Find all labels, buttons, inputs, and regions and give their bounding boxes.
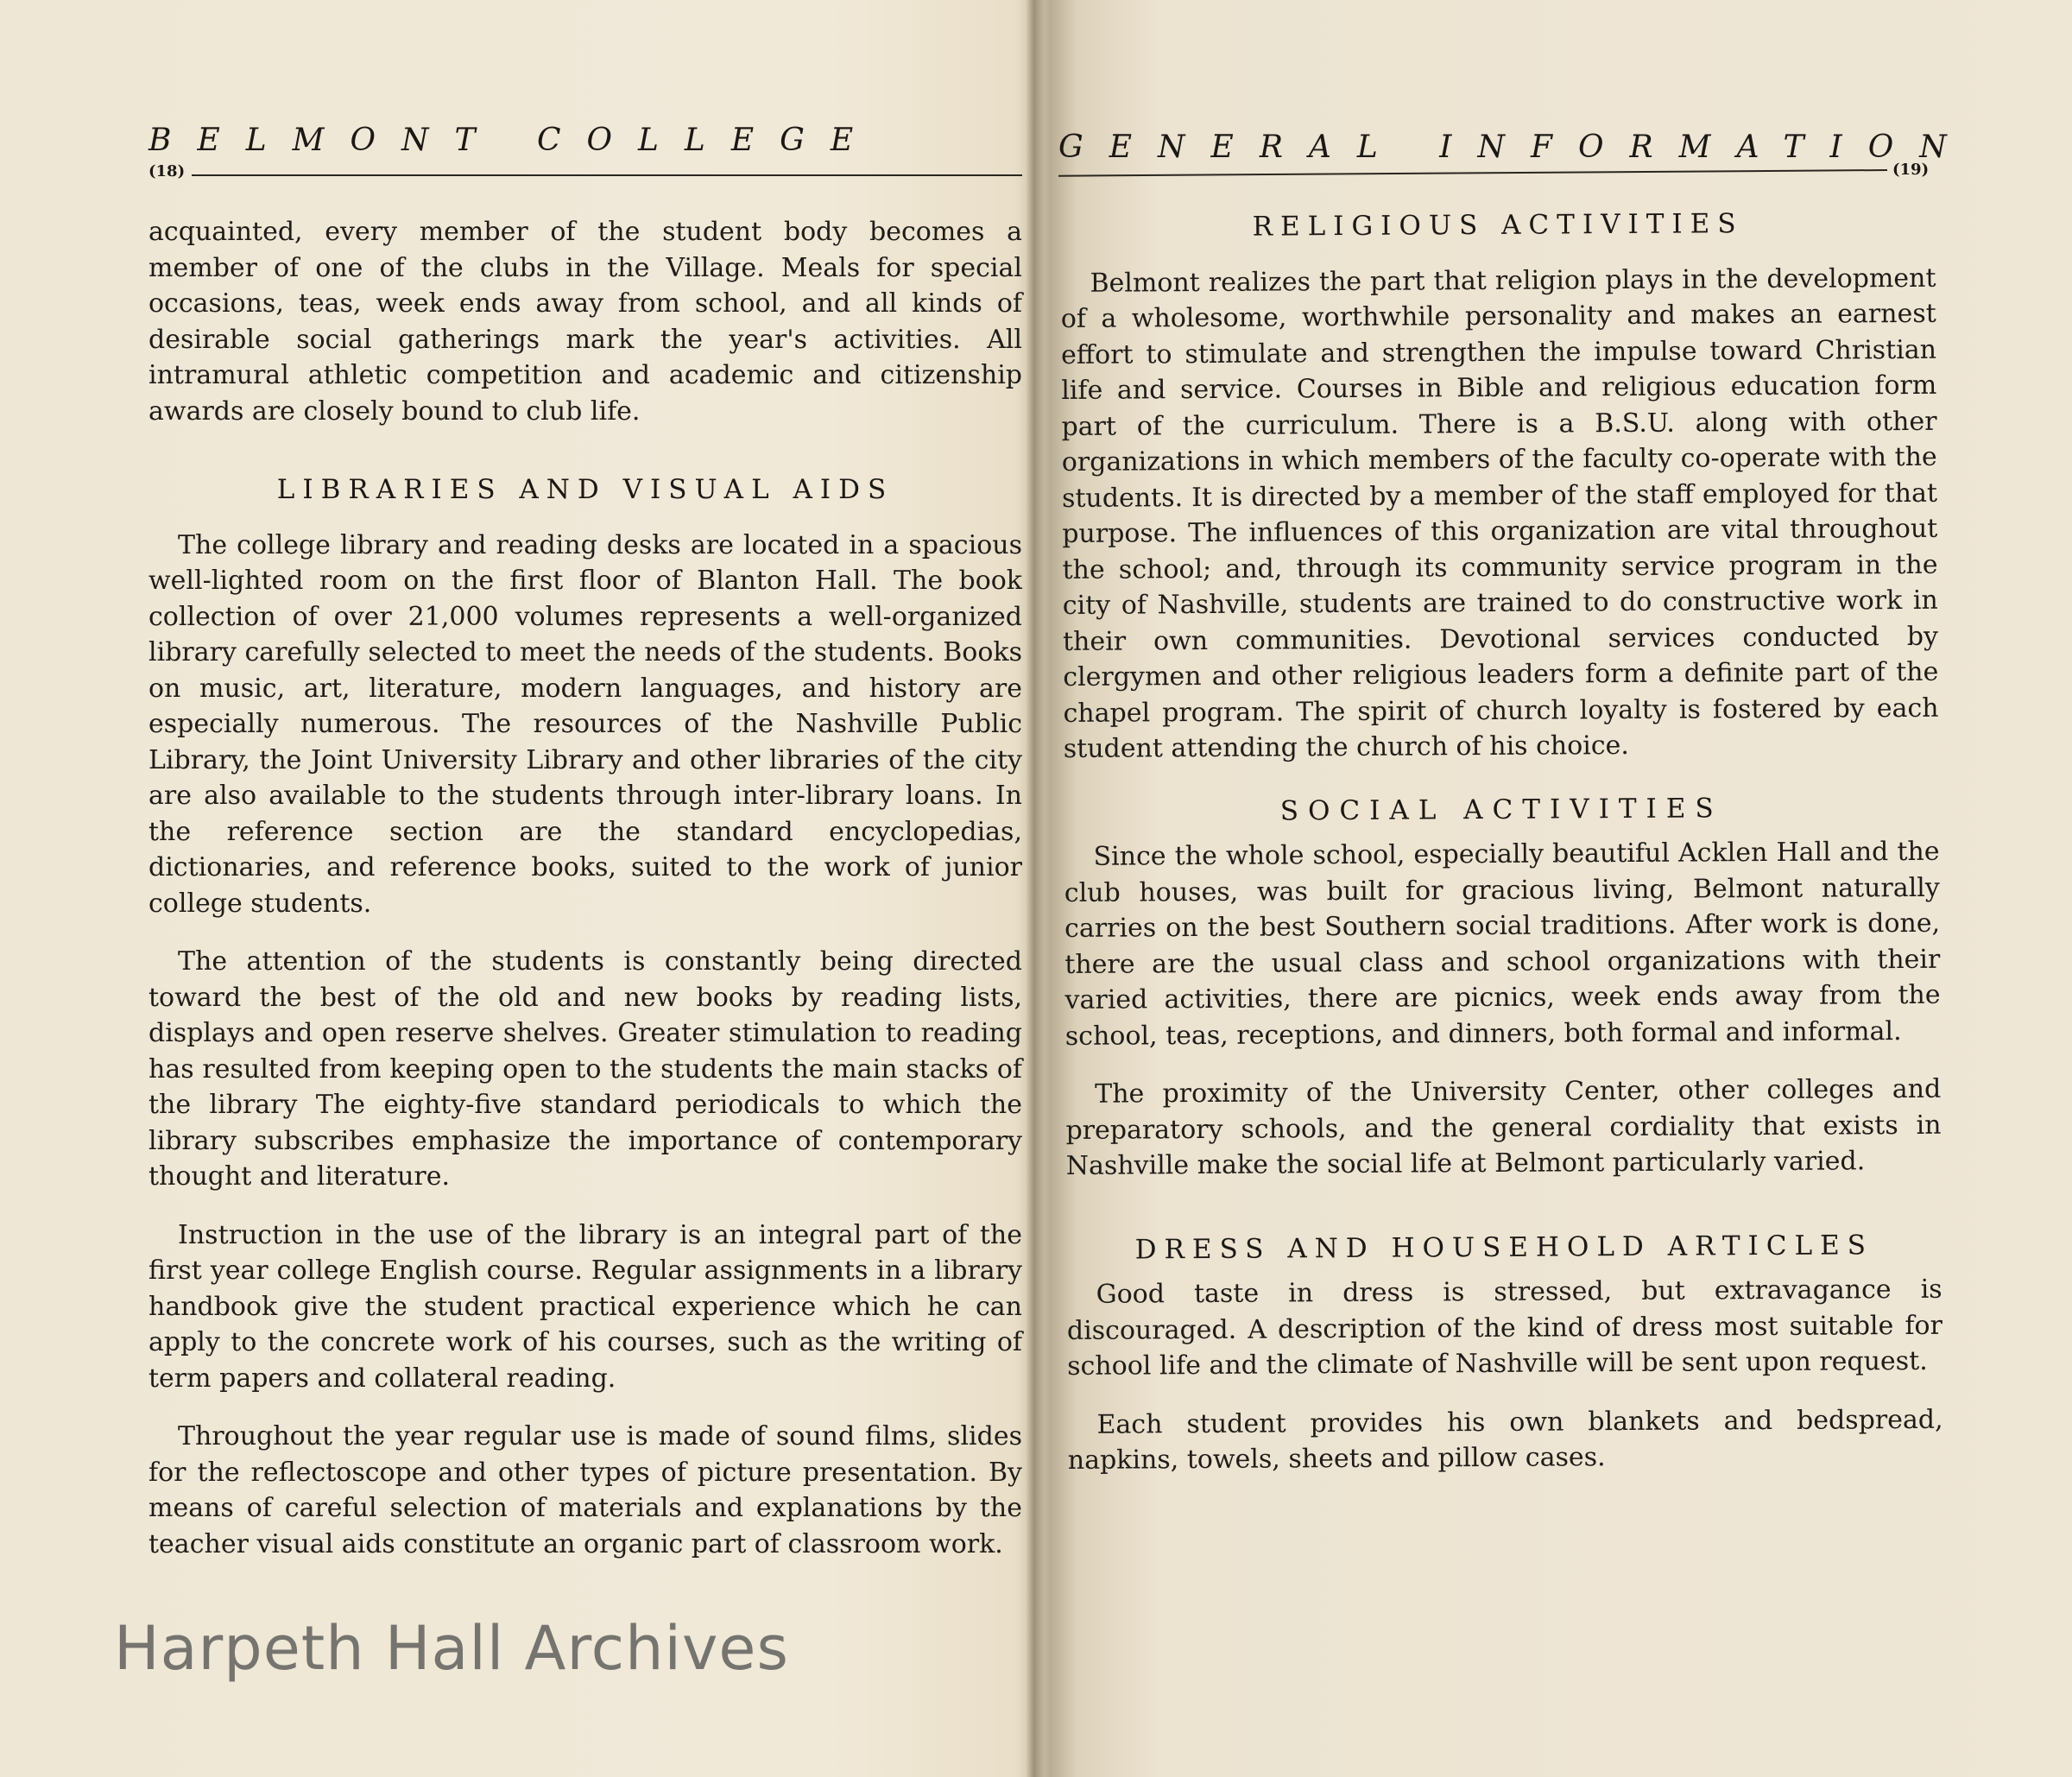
section-title-religious: RELIGIOUS ACTIVITIES	[1252, 208, 1744, 243]
paragraph: Throughout the year regular use is made of sound films, slides for the reflectoscope and other types of picture presentation. By means of careful selection of materials and explanations by the teacher visual aids constitute an organic part of classroom work.	[148, 1421, 1022, 1559]
left-page-text	[148, 214, 1022, 1562]
page-number: (19)	[1892, 161, 1930, 179]
section-title-libraries: LIBRARIES AND VISUAL AIDS	[276, 474, 894, 505]
continued-paragraph: acquainted, every member of the student body becomes a member of one of the clubs in the Village. Meals for special occasions, teas, week ends away from school, and all kinds of desirable social gatherings mark the year's activities. All intramural athletic competition and academic and citizenship awards are closely bound to club life.	[148, 217, 1022, 427]
paragraph: Instruction in the use of the library is an integral part of the first year college English course. Regular assignments in a library handbook give the student practical experience which he can apply to the concrete work of his courses, such as the writing of term papers and collateral reading.	[148, 1219, 1022, 1394]
paragraph: Since the whole school, especially beautiful Acklen Hall and the club houses, was built for gracious living, Belmont naturally carries on the best Southern social traditions. After work is done, there are the usual class and school organizations with their varied activities, there are picnics, week ends away from the school, teas, receptions, and dinners, both formal and informal.	[1064, 836, 1941, 1052]
section-title-social: SOCIAL ACTIVITIES	[1279, 792, 1723, 826]
paragraph: The proximity of the University Center, other colleges and preparatory schools, and the general cordiality that exists in Nashville make the social life at Belmont particularly varied.	[1065, 1073, 1942, 1181]
paragraph: The attention of the students is constantly being directed toward the best of the old and new books by reading lists, displays and open reserve shelves. Greater stimulation to reading has resulted from keeping open to the students the main stacks of the library The eighty-five standard periodicals to which the library subscribes emphasize the importance of contemporary thought and literature.	[148, 946, 1022, 1192]
running-head: BELMONT COLLEGE	[148, 123, 880, 158]
archive-watermark: Harpeth Hall Archives	[114, 1613, 789, 1684]
right-page	[1036, 0, 2072, 1777]
header-rule	[192, 174, 1022, 176]
header-rule	[1058, 169, 1887, 177]
running-head: GENERAL INFORMATION	[1058, 130, 1973, 165]
paragraph: Belmont realizes the part that religion plays in the development of a wholesome, worthwhile personality and makes an earnest effort to stimulate and strengthen the impulse toward Christian life and service. Courses in Bible and religious education form part of the curriculum. There is a B.S.U. along with other organizations in which members of the faculty co-operate with the students. It is directed by a member of the staff employed for that purpose. The influences of this organization are vital throughout the school; and, through its community service program in the city of Nashville, students are trained to do constructive work in their own communities. Devotional services conducted by clergymen and other religious leaders form a definite part of the chapel program. The spirit of church loyalty is fostered by each student attending the church of his choice.	[1060, 262, 1939, 764]
paragraph: The college library and reading desks are located in a spacious well-lighted room on the first floor of Blanton Hall. The book collection of over 21,000 volumes represents a well-organized library carefully selected to meet the needs of the students. Books on music, art, literature, modern languages, and history are especially numerous. The resources of the Nashville Public Library, the Joint University Library and other libraries of the city are also available to the students through inter-library loans. In the reference section are the standard encyclopedias, dictionaries, and reference books, suited to the work of junior college students.	[148, 529, 1022, 919]
page-number: (18)	[148, 162, 186, 180]
right-page-text	[1060, 206, 1943, 1479]
section-title-dress: DRESS AND HOUSEHOLD ARTICLES	[1134, 1229, 1874, 1265]
paragraph: Each student provides his own blankets and bedspread, napkins, towels, sheets and pillow cases.	[1067, 1404, 1943, 1476]
paragraph: Good taste in dress is stressed, but extravagance is discouraged. A description of the kind of dress most suitable for school life and the climate of Nashville will be sent upon request.	[1066, 1274, 1943, 1382]
